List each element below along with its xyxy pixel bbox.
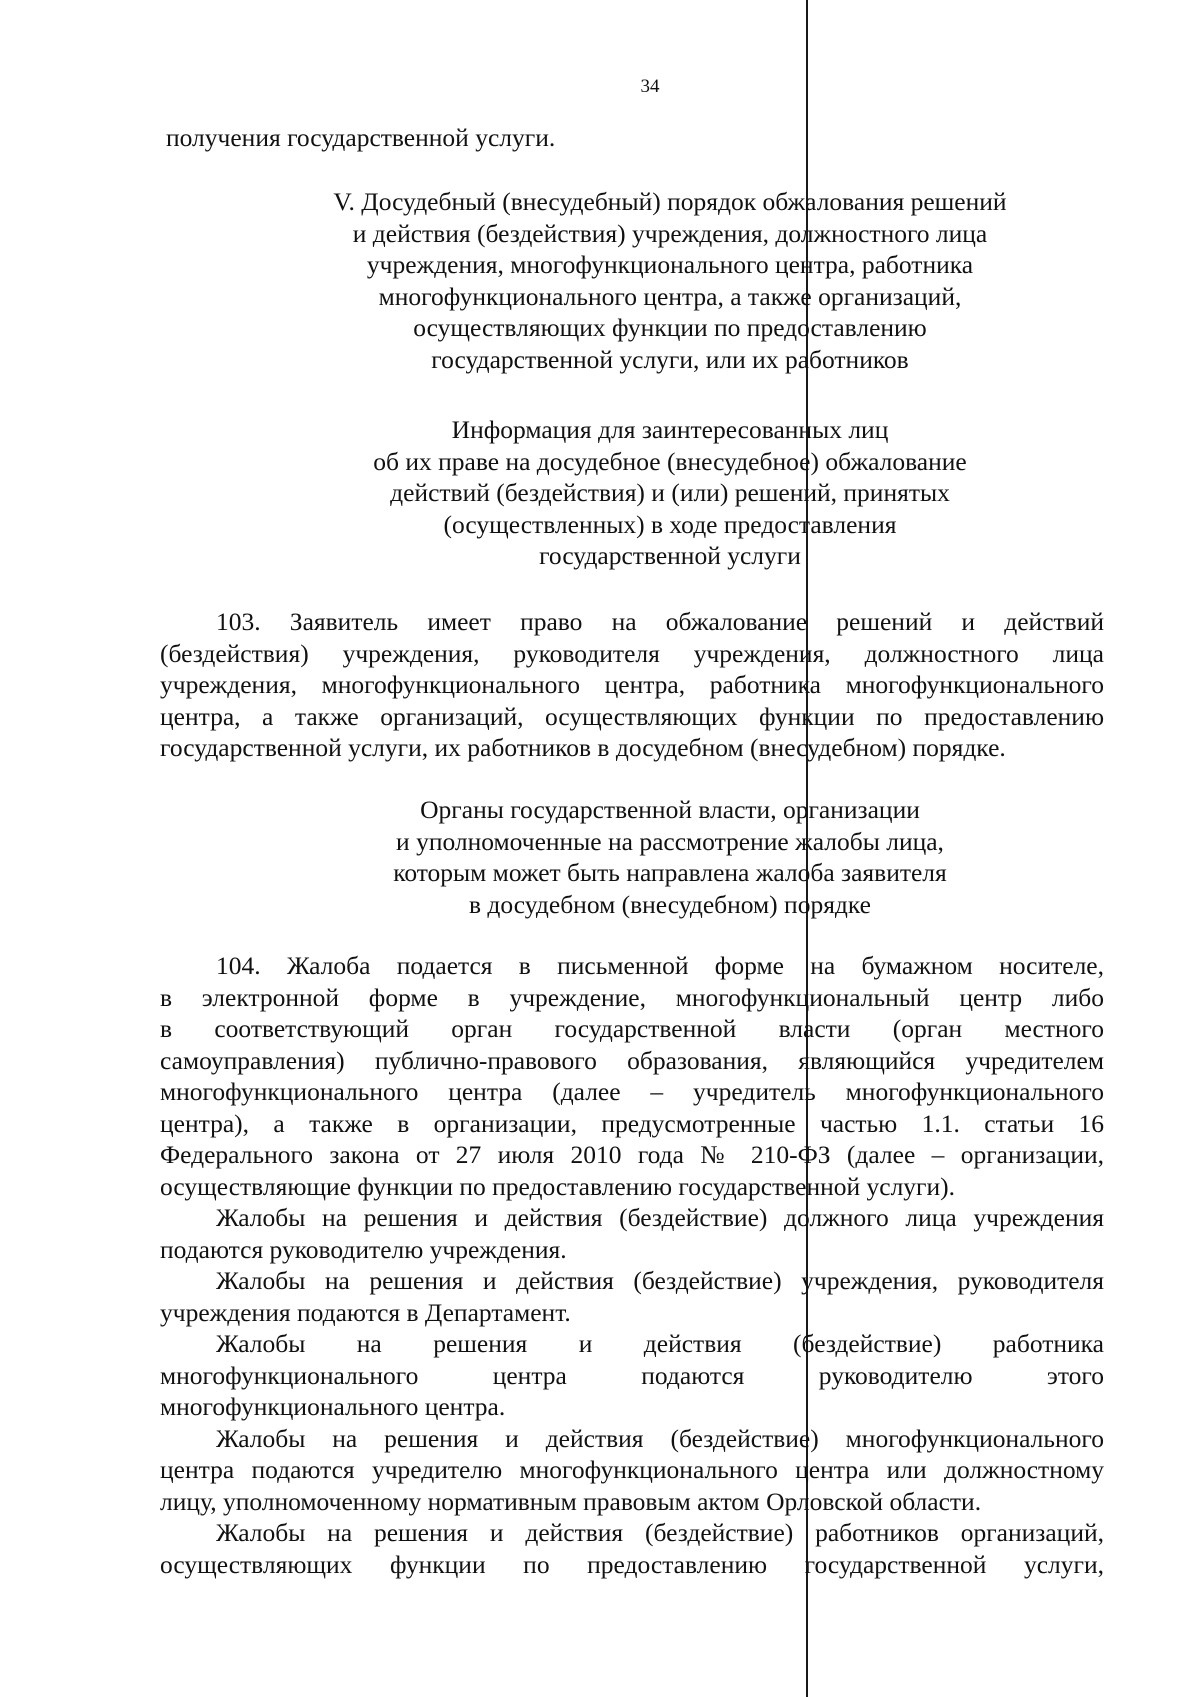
organs-heading <box>180 794 1160 920</box>
heading-line: учреждения, многофункционального центра, работника <box>366 250 974 279</box>
heading-line: которым может быть направлена жалоба заявителя <box>393 858 947 887</box>
section-v-heading <box>180 186 1160 375</box>
paragraph-line: многофункционального центра (далее – учредитель многофункционального <box>160 1077 1104 1106</box>
paragraph-line: учреждения, многофункционального центра, работника многофункционального <box>160 670 1104 699</box>
text-line: получения государственной услуги. <box>166 123 556 152</box>
heading-line: и действия (бездействия) учреждения, должностного лица <box>352 218 988 248</box>
paragraph-line: (бездействия) учреждения, руководителя учреждения, должностного лица <box>160 638 1104 668</box>
heading-line: государственной услуги <box>539 541 801 570</box>
heading-line: (осуществленных) в ходе предоставления <box>443 509 897 539</box>
heading-line: и уполномоченные на рассмотрение жалобы лица, <box>396 826 944 856</box>
info-heading <box>180 414 1160 572</box>
paragraph-line: 104. Жалоба подается в письменной форме на бумажном носителе, <box>216 951 1104 980</box>
paragraph-line: Федерального закона от 27 июля 2010 года № 210-ФЗ (далее – организации, <box>160 1140 1104 1169</box>
continuation-text <box>166 122 555 154</box>
paragraph-104 <box>160 950 1104 1580</box>
paragraph-line: подаются руководителю учреждения. <box>160 1234 567 1264</box>
heading-line: в досудебном (внесудебном) порядке <box>469 889 871 919</box>
paragraph-line: Жалобы на решения и действия (бездействие) многофункционального <box>216 1423 1104 1453</box>
page-number: 34 <box>640 76 660 97</box>
heading-line: Органы государственной власти, организации <box>420 795 920 824</box>
paragraph-line: государственной услуги, их работников в досудебном (внесудебном) порядке. <box>160 733 1006 762</box>
paragraph-line: центра подаются учредителю многофункционального центра или должностному <box>160 1455 1104 1484</box>
heading-line: государственной услуги, или их работников <box>431 344 909 374</box>
paragraph-line: Жалобы на решения и действия (бездействие) учреждения, руководителя <box>216 1266 1104 1295</box>
paragraph-line: лицу, уполномоченному нормативным правовым актом Орловской области. <box>160 1486 982 1516</box>
paragraph-line: Жалобы на решения и действия (бездействие) работника <box>216 1329 1104 1358</box>
paragraph-line: в электронной форме в учреждение, многофункциональный центр либо <box>160 982 1104 1012</box>
heading-line: V. Досудебный (внесудебный) порядок обжалования решений <box>333 187 1007 216</box>
paragraph-line: центра), а также в организации, предусмотренные частью 1.1. статьи 16 <box>160 1108 1104 1138</box>
paragraph-line: осуществляющие функции по предоставлению государственной услуги). <box>160 1171 956 1201</box>
paragraph-line: Жалобы на решения и действия (бездействие) работников организаций, <box>216 1518 1104 1547</box>
paragraph-line: многофункционального центра подаются руководителю этого <box>160 1360 1104 1390</box>
paragraph-line: Жалобы на решения и действия (бездействие) должного лица учреждения <box>216 1203 1104 1232</box>
paragraph-line: центра, а также организаций, осуществляющих функции по предоставлению <box>160 701 1104 731</box>
heading-line: осуществляющих функции по предоставлению <box>413 313 927 342</box>
heading-line: Информация для заинтересованных лиц <box>451 415 889 444</box>
paragraph-103 <box>160 606 1104 764</box>
paragraph-line: 103. Заявитель имеет право на обжалование решений и действий <box>216 607 1104 636</box>
paragraph-line: учреждения подаются в Департамент. <box>160 1297 571 1327</box>
paragraph-line: в соответствующий орган государственной власти (орган местного <box>160 1014 1104 1043</box>
paragraph-line: самоуправления) публично-правового образования, являющийся учредителем <box>160 1045 1104 1075</box>
heading-line: об их праве на досудебное (внесудебное) обжалование <box>373 446 967 476</box>
heading-line: многофункционального центра, а также организаций, <box>378 281 962 311</box>
paragraph-line: осуществляющих функции по предоставлению государственной услуги, <box>160 1549 1104 1579</box>
heading-line: действий (бездействия) и (или) решений, принятых <box>390 478 950 507</box>
paragraph-line: многофункционального центра. <box>160 1392 506 1421</box>
